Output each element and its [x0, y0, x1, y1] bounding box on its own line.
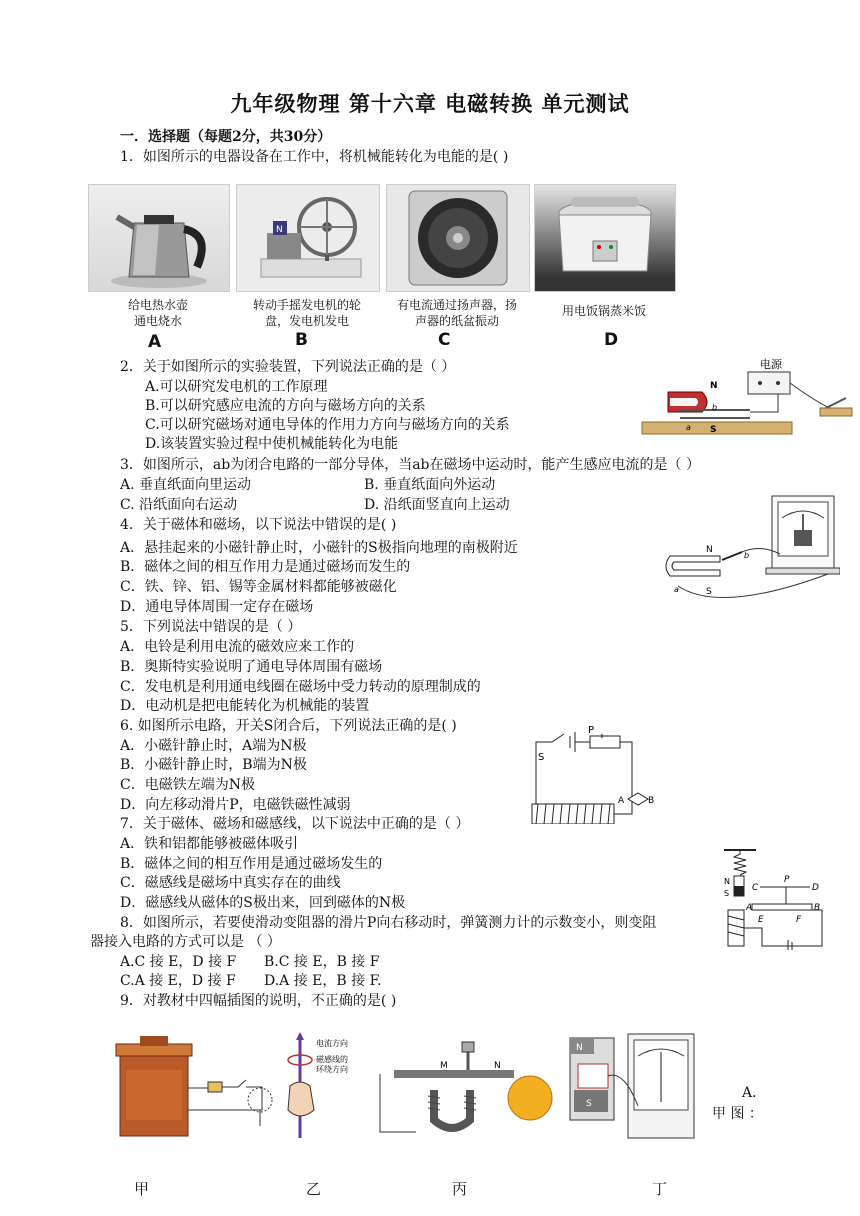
q2-option-c: C.可以研究磁场对通电导体的作用力方向与磁场方向的关系	[145, 417, 510, 433]
svg-text:A: A	[746, 903, 753, 913]
q6-option-a: A．小磁针静止时，A端为N极	[120, 738, 307, 754]
q4-option-b: B．磁体之间的相互作用力是通过磁场而发生的	[120, 559, 411, 575]
q3-figure	[660, 494, 840, 606]
q2-option-b: B.可以研究感应电流的方向与磁场方向的关系	[145, 398, 426, 414]
letter-b: B	[295, 330, 308, 350]
q7-option-c: C．磁感线是磁场中真实存在的曲线	[120, 875, 341, 891]
svg-text:D: D	[812, 883, 819, 893]
q9-stem: 9．对教材中四幅插图的说明，不正确的是( )	[120, 993, 397, 1009]
q3-option-b: B. 垂直纸面向外运动	[364, 477, 496, 493]
caption-b-line2: 盘，发电机发电	[264, 314, 349, 328]
figure-yi	[286, 1030, 368, 1142]
q6-stem: 6. 如图所示电路，开关S闭合后，下列说法正确的是( )	[120, 718, 457, 734]
caption-d-line1: 用电饭锅蒸米饭	[561, 304, 646, 318]
caption-c-line1: 有电流通过扬声器，扬	[396, 298, 517, 312]
q2-option-a: A.可以研究发电机的工作原理	[145, 379, 328, 395]
section-heading: 一．选择题（每题2分，共30分）	[120, 129, 332, 145]
q5-option-b: B．奥斯特实验说明了通电导体周围有磁场	[120, 659, 383, 675]
label-yi: 乙	[306, 1180, 322, 1198]
q3-option-c: C. 沿纸面向右运动	[120, 497, 238, 513]
svg-text:F: F	[796, 915, 802, 925]
svg-text:A: A	[618, 796, 625, 806]
q9-side-option-a: A．	[742, 1085, 767, 1101]
q7-option-a: A．铁和铝都能够被磁体吸引	[120, 836, 299, 852]
svg-text:S: S	[706, 587, 712, 597]
q3-option-d: D. 沿纸面竖直向上运动	[364, 497, 510, 513]
svg-text:N: N	[710, 381, 718, 391]
svg-text:C: C	[752, 883, 759, 893]
page-title: 九年级物理 第十六章 电磁转换 单元测试	[230, 91, 630, 116]
svg-text:P: P	[784, 875, 790, 885]
q7-option-b: B．磁体之间的相互作用是通过磁场发生的	[120, 856, 383, 872]
svg-text:a: a	[686, 423, 691, 432]
q8-option-c: C.A 接 E，D 接 F	[120, 973, 236, 989]
q4-stem: 4．关于磁体和磁场，以下说法中错误的是( )	[120, 517, 397, 533]
svg-text:S: S	[538, 752, 545, 763]
current-direction-label: 电流方向	[316, 1039, 348, 1048]
q7-option-d: D．磁感线从磁体的S极出来，回到磁体的N极	[120, 895, 406, 911]
caption-a-line2: 通电烧水	[133, 314, 182, 328]
q2-stem: 2．关于如图所示的实验装置，下列说法正确的是（ ）	[120, 359, 456, 375]
q8-option-d: D.A 接 E，B 接 F.	[264, 973, 382, 989]
q7-stem: 7．关于磁体、磁场和磁感线，以下说法中正确的是（ ）	[120, 816, 470, 832]
q4-option-a: A．悬挂起来的小磁针静止时，小磁针的S极指向地理的南极附近	[120, 540, 518, 556]
svg-text:B: B	[814, 903, 821, 913]
svg-text:P: P	[588, 725, 595, 736]
svg-text:S: S	[710, 425, 717, 435]
q5-option-d: D．电动机是把电能转化为机械能的装置	[120, 698, 370, 714]
q5-stem: 5．下列说法中错误的是（ ）	[120, 619, 302, 635]
svg-text:N: N	[706, 545, 713, 555]
svg-text:N: N	[724, 877, 730, 886]
power-supply-label: 电源	[760, 358, 782, 371]
q1-stem: 1．如图所示的电器设备在工作中，将机械能转化为电能的是( )	[120, 149, 509, 165]
q2-figure	[640, 352, 855, 444]
svg-text:B: B	[648, 796, 655, 806]
svg-text:S: S	[586, 1099, 592, 1109]
label-jia: 甲	[134, 1180, 150, 1198]
label-bing: 丙	[452, 1180, 468, 1198]
svg-text:b: b	[744, 551, 750, 560]
q5-option-c: C．发电机是利用通电线圈在磁场中受力转动的原理制成的	[120, 679, 481, 695]
q8-stem-line1: 8．如图所示，若要使滑动变阻器的滑片P向右移动时，弹簧测力计的示数变小，则变阻	[120, 915, 657, 931]
svg-text:N: N	[576, 1043, 583, 1053]
letter-d: D	[604, 330, 619, 350]
q6-option-c: C．电磁铁左端为N极	[120, 777, 255, 793]
svg-text:b: b	[712, 403, 718, 412]
q8-option-b: B.C 接 E，B 接 F	[264, 954, 380, 970]
rice-cooker-photo	[534, 184, 676, 292]
caption-b-line1: 转动手摇发电机的轮	[252, 298, 361, 312]
label-ding: 丁	[652, 1180, 668, 1198]
figure-ding	[564, 1030, 704, 1142]
field-line-label: 磁感线的	[316, 1055, 348, 1064]
q6-option-b: B．小磁针静止时，B端为N极	[120, 757, 307, 773]
figure-bing	[376, 1036, 560, 1138]
q3-stem: 3．如图所示，ab为闭合电路的一部分导体，当ab在磁场中运动时，能产生感应电流的是（ ）	[120, 457, 700, 473]
svg-text:a: a	[674, 585, 679, 594]
svg-text:N: N	[276, 225, 283, 235]
letter-c: C	[438, 330, 451, 350]
svg-text:E: E	[758, 915, 764, 925]
speaker-photo	[386, 184, 530, 292]
q9-side-text: 甲 图 ：	[712, 1106, 763, 1122]
svg-text:N: N	[494, 1061, 501, 1071]
kettle-photo	[88, 184, 230, 292]
q2-option-d: D.该装置实验过程中使机械能转化为电能	[145, 436, 399, 452]
q6-option-d: D．向左移动滑片P，电磁铁磁性减弱	[120, 797, 351, 813]
q6-figure	[522, 724, 662, 824]
letter-a: A	[148, 332, 162, 352]
svg-text:M: M	[440, 1061, 448, 1071]
q8-figure	[722, 848, 826, 950]
svg-text:S: S	[724, 889, 730, 898]
q8-stem-line2: 器接入电路的方式可以是 （ ）	[90, 934, 281, 950]
q4-option-c: C．铁、锌、铝、锡等金属材料都能够被磁化	[120, 579, 397, 595]
caption-c-line2: 声器的纸盆振动	[414, 314, 499, 328]
q4-option-d: D．通电导体周围一定存在磁场	[120, 599, 314, 615]
q5-option-a: A．电铃是利用电流的磁效应来工作的	[120, 639, 355, 655]
field-direction-label: 环绕方向	[316, 1065, 348, 1074]
q8-option-a: A.C 接 E，D 接 F	[120, 954, 237, 970]
q3-option-a: A. 垂直纸面向里运动	[120, 477, 252, 493]
figure-jia	[112, 1030, 278, 1142]
generator-photo	[236, 184, 380, 292]
caption-a-line1: 给电热水壶	[127, 298, 188, 312]
